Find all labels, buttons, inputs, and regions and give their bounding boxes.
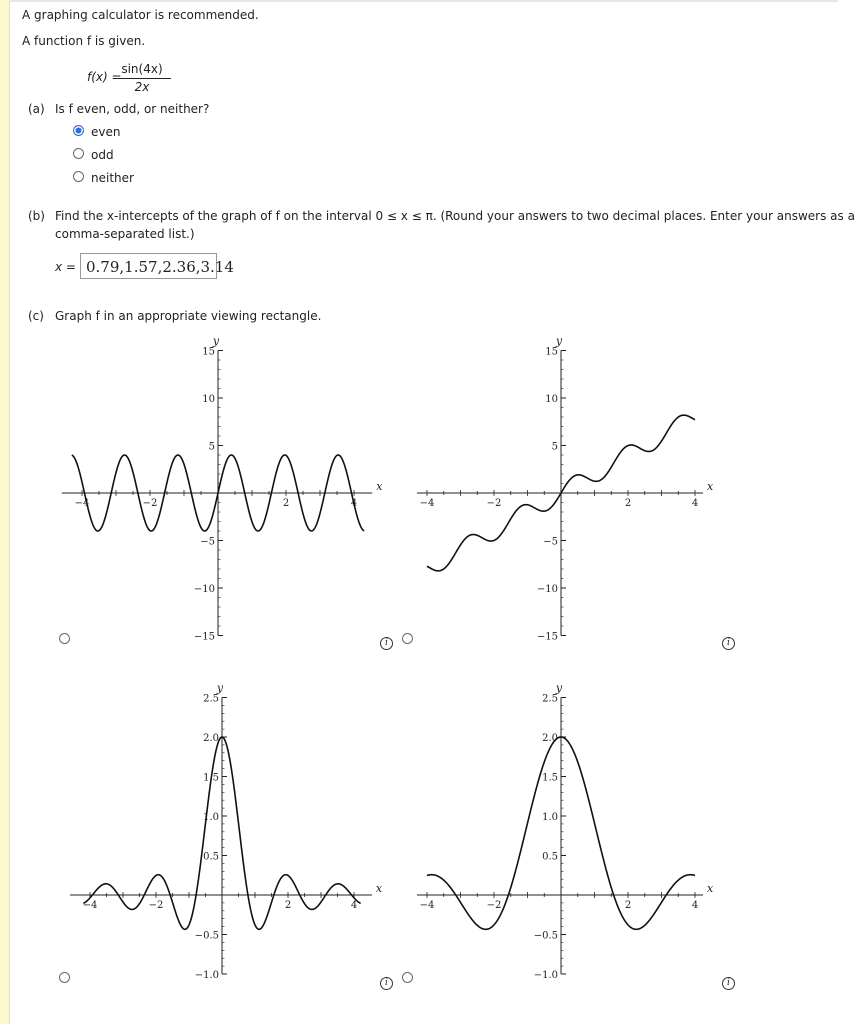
x-tick-label: −4 bbox=[74, 498, 90, 509]
option-odd-label[interactable]: odd bbox=[91, 148, 114, 162]
function-numerator: sin(4x) bbox=[113, 62, 171, 79]
part-b-question-line2: comma-separated list.) bbox=[55, 227, 195, 241]
x-tick-label: 2 bbox=[284, 900, 292, 911]
part-b-label: (b) bbox=[28, 209, 45, 223]
option-even-label[interactable]: even bbox=[91, 125, 121, 139]
part-b-question-line1: Find the x-intercepts of the graph of f on the interval 0 ≤ x ≤ π. (Round your answers to two decimal places. Enter your answers as a bbox=[55, 209, 855, 223]
x-tick-label: −4 bbox=[82, 900, 98, 911]
y-tick-label: −0.5 bbox=[194, 930, 219, 942]
calculator-note: A graphing calculator is recommended. bbox=[22, 8, 259, 22]
graph-3-radio[interactable] bbox=[59, 972, 70, 983]
y-tick-label: 2.0 bbox=[542, 733, 558, 744]
function-lhs: f(x) = bbox=[87, 70, 122, 84]
graph-option-2 bbox=[410, 334, 720, 643]
x-axis-label: x bbox=[707, 480, 714, 493]
x-tick-label: 4 bbox=[691, 498, 699, 509]
chart-svg bbox=[60, 334, 383, 643]
function-fraction bbox=[113, 62, 171, 94]
y-tick-label: 1.0 bbox=[542, 812, 558, 823]
y-tick-label: −10 bbox=[193, 584, 215, 595]
part-a-label: (a) bbox=[28, 102, 45, 116]
y-tick-label: −15 bbox=[536, 631, 558, 643]
y-tick-label: 15 bbox=[545, 346, 558, 358]
y-tick-label: −5 bbox=[543, 536, 558, 548]
info-icon[interactable]: i bbox=[722, 637, 735, 650]
radio-neither[interactable] bbox=[73, 171, 84, 182]
y-tick-label: −1.0 bbox=[194, 970, 219, 981]
x-tick-label: −2 bbox=[148, 900, 164, 911]
y-tick-label: 1.0 bbox=[203, 812, 219, 823]
y-axis-label: y bbox=[555, 334, 563, 348]
x-axis-label: x bbox=[707, 882, 714, 895]
y-tick-label: 1.5 bbox=[542, 772, 558, 784]
part-c-question: Graph f in an appropriate viewing rectangle. bbox=[55, 309, 322, 323]
info-icon[interactable]: i bbox=[380, 637, 393, 650]
info-icon[interactable]: i bbox=[722, 977, 735, 990]
x-tick-label: −2 bbox=[486, 900, 502, 911]
x-tick-label: 4 bbox=[350, 498, 358, 509]
x-axis-label: x bbox=[376, 480, 383, 493]
y-tick-label: −1.0 bbox=[533, 970, 558, 981]
x-tick-label: 4 bbox=[350, 900, 358, 911]
graph-option-4 bbox=[410, 672, 720, 981]
info-icon[interactable]: i bbox=[380, 977, 393, 990]
top-divider bbox=[9, 0, 838, 2]
y-axis-label: y bbox=[555, 681, 563, 695]
option-neither-label[interactable]: neither bbox=[91, 171, 134, 185]
x-tick-label: −4 bbox=[419, 498, 435, 509]
y-tick-label: 10 bbox=[545, 394, 558, 405]
y-tick-label: 5 bbox=[551, 441, 558, 453]
graph-option-3 bbox=[60, 672, 383, 981]
graph-4-radio[interactable] bbox=[402, 972, 413, 983]
graph-1-radio[interactable] bbox=[59, 633, 70, 644]
y-tick-label: 2.0 bbox=[203, 733, 219, 744]
y-tick-label: 15 bbox=[202, 346, 215, 358]
part-a-question: Is f even, odd, or neither? bbox=[55, 102, 210, 116]
y-tick-label: 5 bbox=[208, 441, 215, 453]
y-tick-label: 1.5 bbox=[203, 772, 219, 784]
graph-2-radio[interactable] bbox=[402, 633, 413, 644]
y-tick-label: −5 bbox=[200, 536, 215, 548]
x-tick-label: 4 bbox=[691, 900, 699, 911]
answer-prefix: x = bbox=[55, 260, 76, 274]
y-tick-label: 0.5 bbox=[542, 851, 558, 863]
y-tick-label: 10 bbox=[202, 394, 215, 405]
chart-svg bbox=[410, 672, 720, 981]
y-tick-label: 2.5 bbox=[542, 693, 558, 705]
chart-svg bbox=[410, 334, 720, 643]
x-tick-label: 2 bbox=[624, 498, 632, 509]
chart-svg bbox=[60, 672, 383, 981]
x-tick-label: −4 bbox=[419, 900, 435, 911]
function-given-text: A function f is given. bbox=[22, 34, 146, 48]
x-tick-label: −2 bbox=[486, 498, 502, 509]
function-denominator: 2x bbox=[134, 80, 150, 94]
part-c-label: (c) bbox=[28, 309, 44, 323]
radio-odd[interactable] bbox=[73, 148, 84, 159]
y-tick-label: 2.5 bbox=[203, 693, 219, 705]
x-tick-label: 2 bbox=[624, 900, 632, 911]
left-margin-bar bbox=[0, 0, 10, 1024]
y-axis-label: y bbox=[212, 334, 220, 348]
y-tick-label: 0.5 bbox=[203, 851, 219, 863]
graph-option-1 bbox=[60, 334, 383, 643]
radio-even[interactable] bbox=[73, 125, 84, 136]
x-intercepts-answer-field[interactable]: 0.79,1.57,2.36,3.14 bbox=[80, 253, 217, 279]
y-tick-label: −10 bbox=[536, 584, 558, 595]
y-tick-label: −15 bbox=[193, 631, 215, 643]
x-axis-label: x bbox=[375, 882, 383, 895]
y-axis-label: y bbox=[216, 681, 224, 695]
x-tick-label: −2 bbox=[142, 498, 158, 509]
x-tick-label: 2 bbox=[282, 498, 290, 509]
y-tick-label: −0.5 bbox=[533, 930, 558, 942]
